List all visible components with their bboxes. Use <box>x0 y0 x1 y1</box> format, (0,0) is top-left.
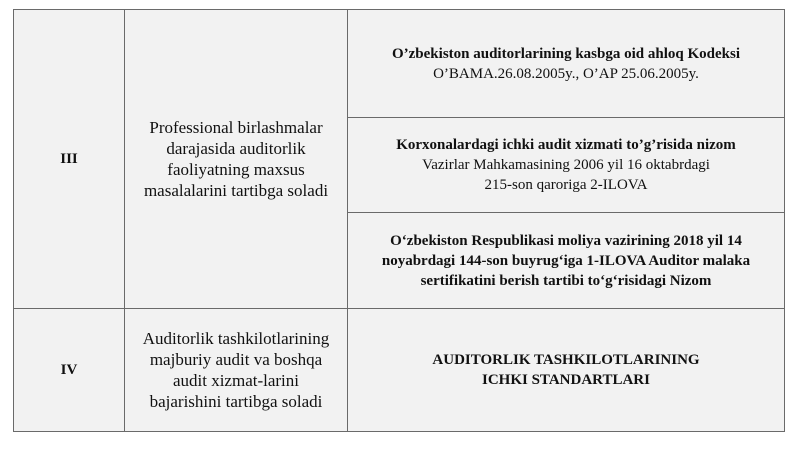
description-line: Professional birlashmalar <box>149 118 323 137</box>
description-line: majburiy audit va boshqa <box>149 350 323 369</box>
document-details: 215-son qaroriga 2-ILOVA <box>484 177 648 193</box>
description-line: masalalarini tartibga soladi <box>143 181 329 200</box>
row-number-cell <box>14 309 124 431</box>
scope-description-cell <box>125 309 347 431</box>
document-title: noyabrdagi 144-son buyrug‘iga 1-ILOVA Auditor malaka <box>381 252 751 269</box>
description-line: bajarishini tartibga soladi <box>149 392 323 411</box>
document-details: Vazirlar Mahkamasining 2006 yil 16 oktabrdagi <box>422 157 710 173</box>
document-cell <box>348 10 784 117</box>
row-number: III <box>60 150 78 167</box>
row-number: IV <box>60 361 78 378</box>
document-details: O’BAMA.26.08.2005y., O’AP 25.06.2005y. <box>433 65 699 82</box>
document-cell <box>348 118 784 212</box>
document-title: AUDITORLIK TASHKILOTLARINING <box>432 352 700 368</box>
document-title: ICHKI STANDARTLARI <box>482 372 650 388</box>
document-title: O’zbekiston auditorlarining kasbga oid ahloq Kodeksi <box>391 45 740 62</box>
description-line: audit xizmat-larini <box>172 371 300 390</box>
document-cell <box>348 309 784 431</box>
document-title: sertifikatini berish tartibi to‘g‘risidagi Nizom <box>420 272 712 289</box>
document-title: Korxonalardagi ichki audit xizmati to’g’risida nizom <box>396 137 736 153</box>
description-line: Auditorlik tashkilotlarining <box>142 329 330 348</box>
row-number-cell <box>14 10 124 308</box>
regulation-table <box>13 9 785 432</box>
document-title: O‘zbekiston Respublikasi moliya vazirining 2018 yil 14 <box>390 232 742 249</box>
description-line: darajasida auditorlik <box>166 139 306 158</box>
scope-description-cell <box>125 10 347 308</box>
document-cell <box>348 213 784 308</box>
description-line: faoliyatning maxsus <box>167 160 305 179</box>
